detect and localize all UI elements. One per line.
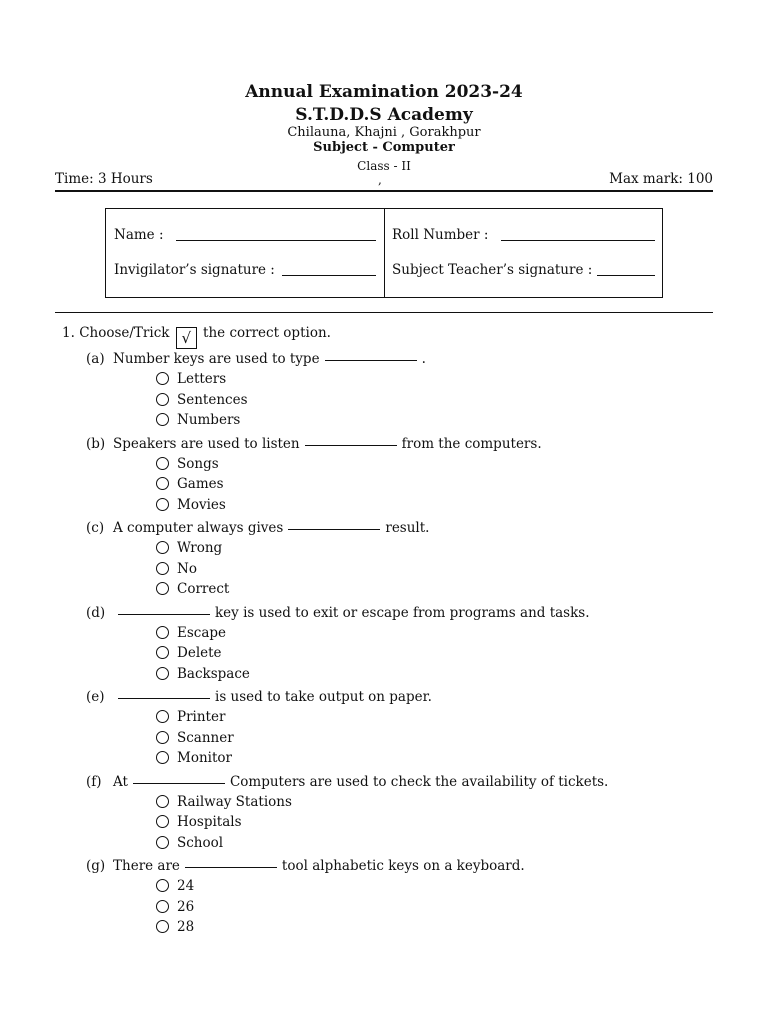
radio-circle-icon[interactable] bbox=[156, 879, 169, 892]
radio-circle-icon[interactable] bbox=[156, 646, 169, 659]
radio-circle-icon[interactable] bbox=[156, 626, 169, 639]
part-text-before: There are bbox=[113, 858, 180, 874]
invigilator-signature-field[interactable] bbox=[282, 275, 376, 276]
part-text-before: A computer always gives bbox=[113, 520, 284, 536]
radio-circle-icon[interactable] bbox=[156, 751, 169, 764]
part-text-after: is used to take output on paper. bbox=[215, 689, 432, 705]
part-text-after: . bbox=[421, 351, 426, 367]
name-label: Name : bbox=[114, 227, 164, 243]
radio-circle-icon[interactable] bbox=[156, 900, 169, 913]
radio-circle-icon[interactable] bbox=[156, 477, 169, 490]
question-text-before: Choose/Trick bbox=[79, 325, 170, 341]
answer-blank[interactable] bbox=[133, 783, 225, 784]
option-label: Numbers bbox=[177, 412, 241, 428]
question-number: 1. bbox=[62, 325, 75, 341]
part-text-after: Computers are used to check the availability of tickets. bbox=[229, 773, 609, 790]
school-name: S.T.D.D.S Academy bbox=[295, 105, 473, 125]
answer-option[interactable] bbox=[156, 497, 226, 513]
option-label: Backspace bbox=[177, 665, 250, 682]
part-text-before: At bbox=[113, 773, 128, 790]
option-label: Railway Stations bbox=[177, 793, 292, 810]
option-label: Printer bbox=[177, 709, 226, 725]
radio-circle-icon[interactable] bbox=[156, 731, 169, 744]
answer-option[interactable] bbox=[156, 412, 240, 428]
answer-option[interactable] bbox=[156, 476, 224, 492]
radio-circle-icon[interactable] bbox=[156, 710, 169, 723]
option-label: Correct bbox=[177, 581, 230, 597]
invigilator-signature-label: Invigilator’s signature : bbox=[114, 262, 275, 278]
answer-option[interactable] bbox=[156, 581, 229, 597]
part-text-after: from the computers. bbox=[401, 435, 542, 452]
comma-mark: , bbox=[378, 173, 382, 187]
answer-option[interactable] bbox=[156, 371, 226, 387]
answer-blank[interactable] bbox=[118, 614, 210, 615]
question-part bbox=[86, 605, 590, 621]
part-label: (c) bbox=[86, 520, 105, 536]
question-part bbox=[86, 351, 426, 367]
radio-circle-icon[interactable] bbox=[156, 413, 169, 426]
student-info-box bbox=[105, 208, 663, 298]
option-label: Songs bbox=[177, 455, 219, 472]
max-mark: Max mark: 100 bbox=[609, 171, 713, 187]
answer-option[interactable] bbox=[156, 709, 225, 725]
radio-circle-icon[interactable] bbox=[156, 498, 169, 511]
class-line: Class - II bbox=[357, 159, 411, 173]
part-label: (f) bbox=[86, 773, 102, 790]
radio-circle-icon[interactable] bbox=[156, 667, 169, 680]
radio-circle-icon[interactable] bbox=[156, 815, 169, 828]
part-label: (a) bbox=[86, 351, 105, 367]
check-mark-icon: √ bbox=[176, 327, 197, 349]
radio-circle-icon[interactable] bbox=[156, 457, 169, 470]
radio-circle-icon[interactable] bbox=[156, 393, 169, 406]
part-label: (e) bbox=[86, 689, 105, 705]
radio-circle-icon[interactable] bbox=[156, 795, 169, 808]
teacher-signature-label: Subject Teacher’s signature : bbox=[392, 262, 593, 278]
answer-option[interactable] bbox=[156, 814, 242, 830]
answer-blank[interactable] bbox=[288, 529, 380, 530]
answer-blank[interactable] bbox=[118, 698, 210, 699]
question-part bbox=[86, 689, 432, 705]
answer-option[interactable] bbox=[156, 625, 226, 641]
option-label: Wrong bbox=[177, 540, 223, 556]
school-address: Chilauna, Khajni , Gorakhpur bbox=[287, 125, 481, 140]
answer-option[interactable] bbox=[156, 540, 222, 556]
subject-line: Subject - Computer bbox=[313, 140, 455, 155]
info-box-divider bbox=[384, 209, 385, 297]
part-text-after: key is used to exit or escape from programs and tasks. bbox=[215, 604, 590, 621]
answer-option[interactable] bbox=[156, 645, 222, 661]
answer-option[interactable] bbox=[156, 456, 219, 472]
answer-option[interactable] bbox=[156, 750, 232, 766]
question-text-after: the correct option. bbox=[203, 325, 331, 341]
option-label: No bbox=[177, 560, 197, 577]
option-label: School bbox=[177, 834, 224, 851]
option-label: Letters bbox=[177, 371, 227, 387]
option-label: 26 bbox=[177, 898, 195, 915]
part-label: (g) bbox=[86, 858, 106, 874]
answer-option[interactable] bbox=[156, 919, 194, 935]
part-label: (b) bbox=[86, 435, 106, 452]
option-label: 28 bbox=[177, 919, 195, 935]
option-label: Escape bbox=[177, 624, 227, 641]
answer-option[interactable] bbox=[156, 561, 197, 577]
answer-option[interactable] bbox=[156, 835, 223, 851]
option-label: Sentences bbox=[177, 391, 248, 408]
answer-blank[interactable] bbox=[325, 360, 417, 361]
roll-number-label: Roll Number : bbox=[392, 227, 489, 243]
radio-circle-icon[interactable] bbox=[156, 372, 169, 385]
part-text-after: result. bbox=[385, 520, 430, 536]
part-text-before: Speakers are used to listen bbox=[113, 435, 300, 452]
answer-blank[interactable] bbox=[185, 867, 277, 868]
answer-option[interactable] bbox=[156, 899, 194, 915]
name-field[interactable] bbox=[176, 240, 376, 241]
answer-option[interactable] bbox=[156, 666, 250, 682]
part-text-after: tool alphabetic keys on a keyboard. bbox=[281, 858, 525, 874]
answer-option[interactable] bbox=[156, 392, 248, 408]
question-part bbox=[86, 774, 608, 790]
header-rule bbox=[55, 190, 713, 192]
answer-option[interactable] bbox=[156, 730, 234, 746]
option-label: 24 bbox=[177, 878, 195, 894]
time-allowed: Time: 3 Hours bbox=[55, 171, 153, 187]
option-label: Delete bbox=[177, 645, 222, 661]
radio-circle-icon[interactable] bbox=[156, 836, 169, 849]
section-rule bbox=[55, 312, 713, 313]
option-label: Hospitals bbox=[177, 814, 242, 830]
radio-circle-icon[interactable] bbox=[156, 582, 169, 595]
radio-circle-icon[interactable] bbox=[156, 541, 169, 554]
teacher-signature-field[interactable] bbox=[597, 275, 655, 276]
answer-option[interactable] bbox=[156, 794, 292, 810]
exam-title: Annual Examination 2023-24 bbox=[245, 82, 523, 102]
question-part bbox=[86, 436, 542, 452]
part-text-before: Number keys are used to type bbox=[113, 351, 320, 367]
answer-blank[interactable] bbox=[305, 445, 397, 446]
question-part bbox=[86, 858, 525, 874]
option-label: Games bbox=[177, 476, 224, 492]
part-label: (d) bbox=[86, 604, 106, 621]
radio-circle-icon[interactable] bbox=[156, 562, 169, 575]
radio-circle-icon[interactable] bbox=[156, 920, 169, 933]
question-part bbox=[86, 520, 429, 536]
option-label: Movies bbox=[177, 496, 226, 513]
roll-number-field[interactable] bbox=[501, 240, 655, 241]
option-label: Scanner bbox=[177, 729, 234, 746]
question-1 bbox=[62, 325, 331, 349]
option-label: Monitor bbox=[177, 750, 232, 766]
answer-option[interactable] bbox=[156, 878, 194, 894]
